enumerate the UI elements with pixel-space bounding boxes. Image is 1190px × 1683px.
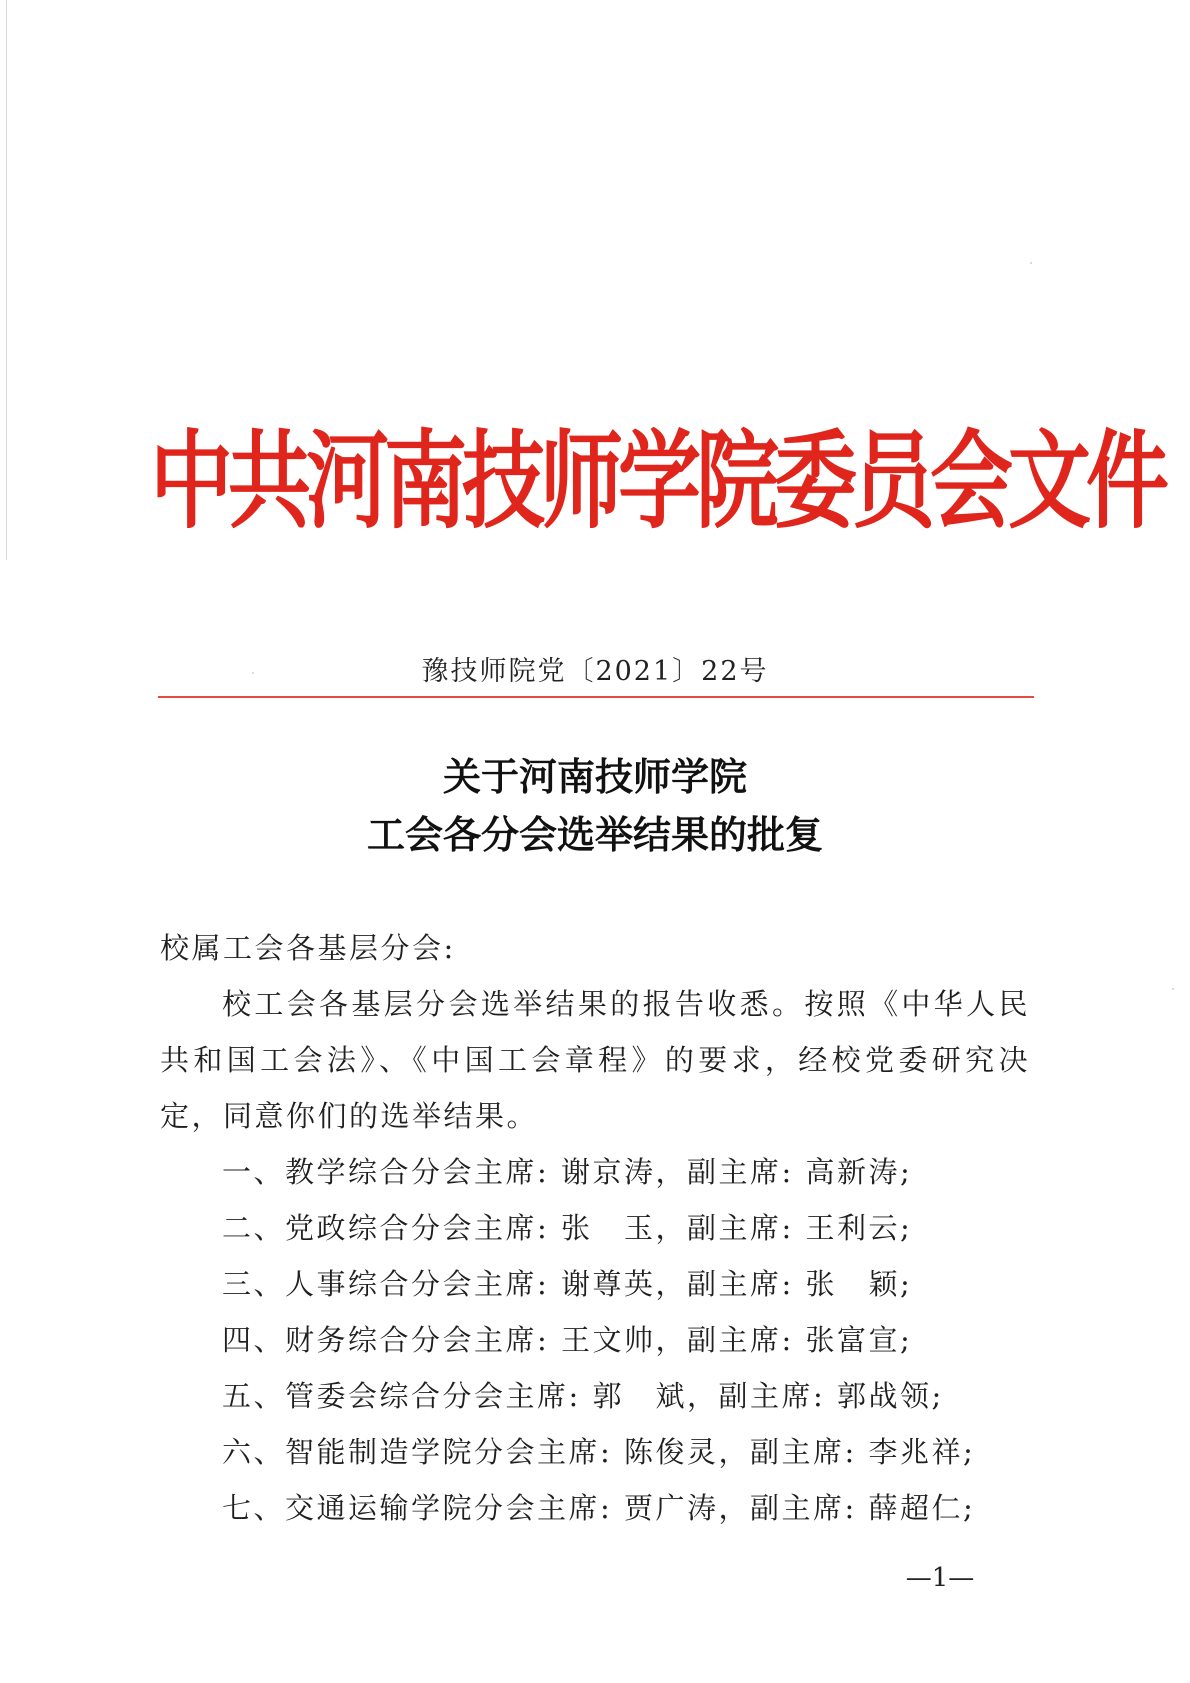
page-number: —1— [905, 1563, 975, 1593]
red-masthead: 中共河南技师学院委员会文件 [150, 419, 1164, 544]
body-paragraph: 校工会各基层分会选举结果的报告收悉。按照《中华人民共和国工会法》、《中国工会章程》的要求，经校党委研究决定，同意你们的选举结果。 [160, 987, 1030, 1133]
list-item: 三、人事综合分会主席: 谢尊英，副主席: 张 颖; [222, 1267, 913, 1301]
scan-speck [1030, 262, 1032, 264]
list-item: 四、财务综合分会主席: 王文帅，副主席: 张富宣; [222, 1323, 913, 1357]
title-line-1: 关于河南技师学院 [442, 754, 747, 799]
scan-speck [1172, 988, 1174, 990]
document-number: 豫技师院党〔2021〕22号 [421, 656, 769, 687]
list-item: 五、管委会综合分会主席: 郭 斌，副主席: 郭战领; [222, 1379, 944, 1413]
document-body [160, 920, 1030, 1536]
document-title [150, 748, 1040, 864]
list-item: 二、党政综合分会主席: 张 玉，副主席: 王利云; [222, 1211, 913, 1245]
red-divider-line [158, 696, 1034, 698]
title-line-2: 工会各分会选举结果的批复 [366, 812, 823, 857]
list-item: 七、交通运输学院分会主席: 贾广涛，副主席: 薛超仁; [222, 1491, 976, 1525]
list-item: 六、智能制造学院分会主席: 陈俊灵，副主席: 李兆祥; [222, 1435, 976, 1469]
list-item: 一、教学综合分会主席: 谢京涛，副主席: 高新涛; [222, 1155, 913, 1189]
salutation: 校属工会各基层分会: [160, 931, 456, 965]
scan-edge [6, 0, 7, 560]
scan-speck [252, 672, 254, 674]
